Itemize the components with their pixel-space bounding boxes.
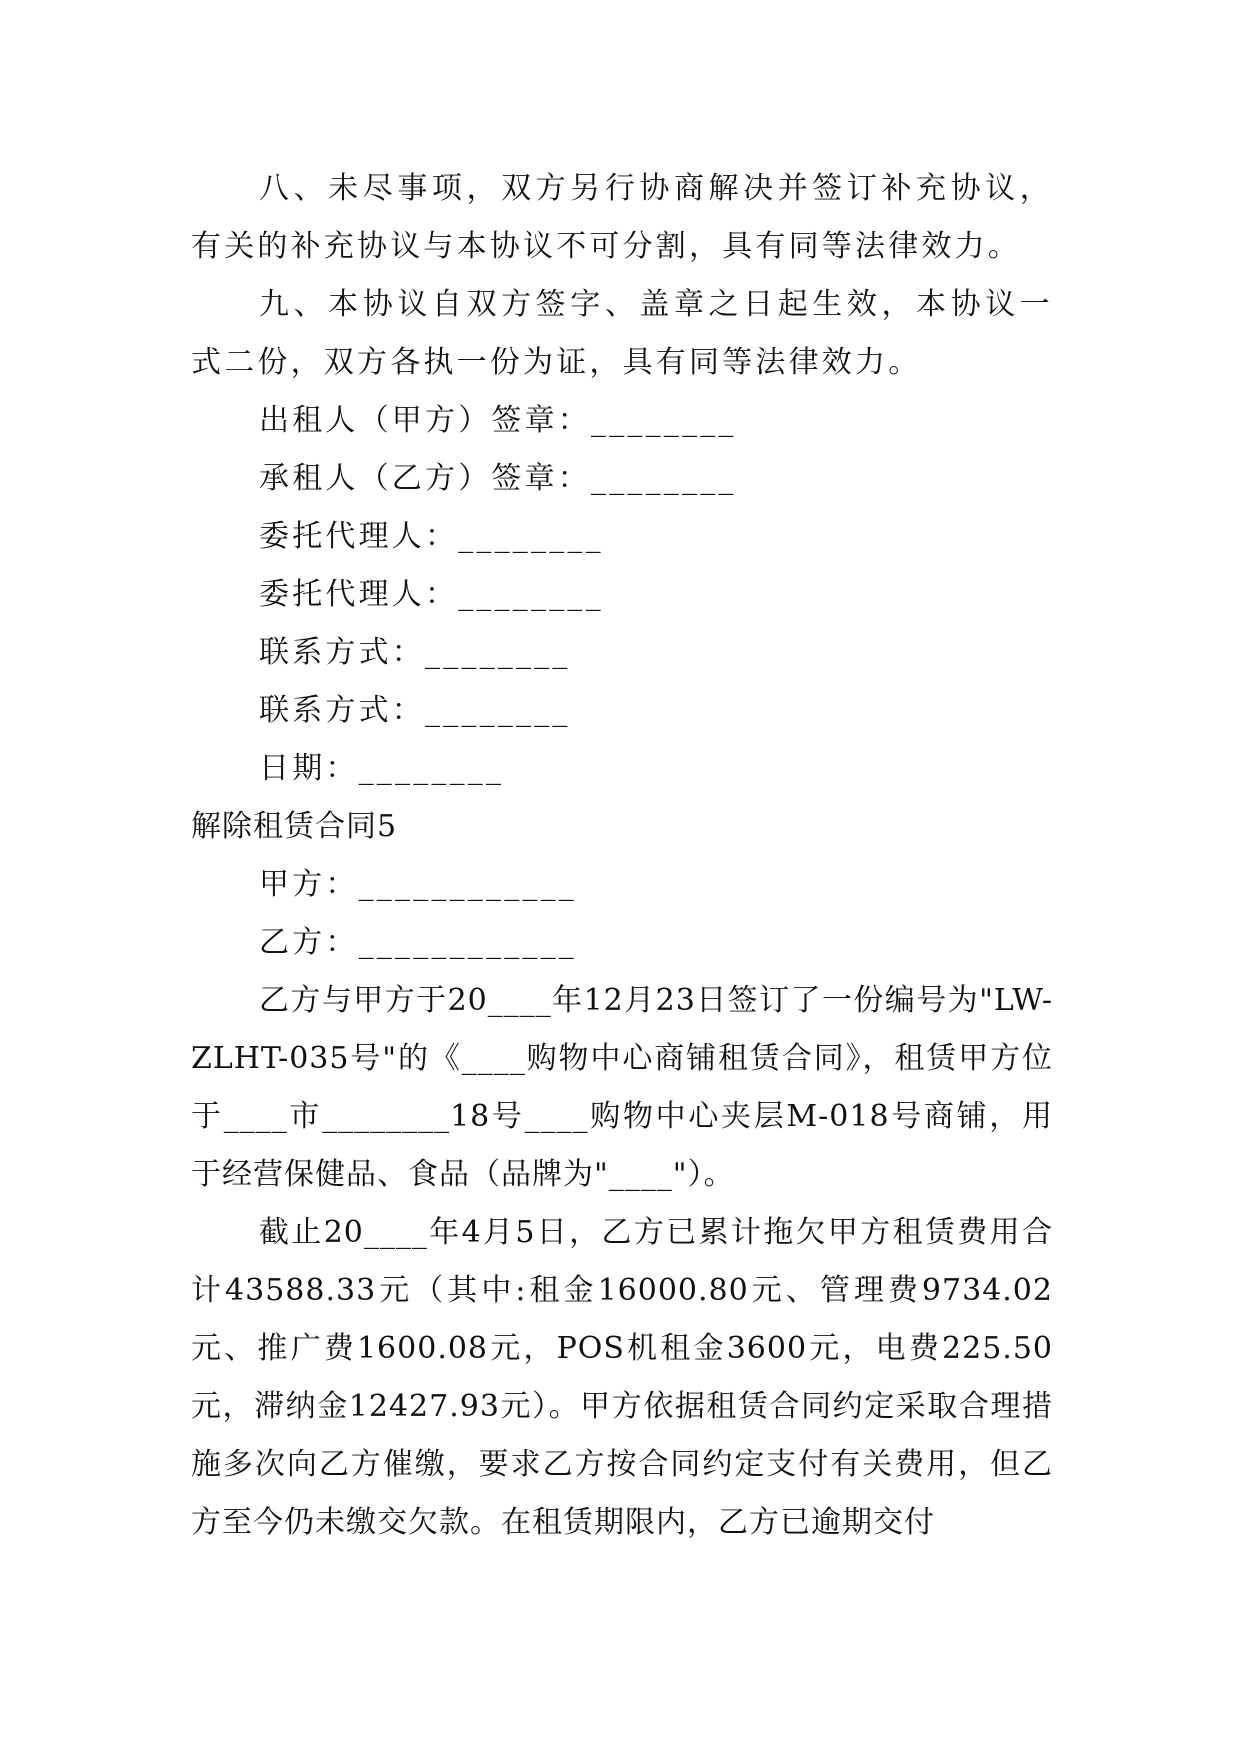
party-a-line: 甲方：____________ bbox=[259, 867, 577, 902]
agent-line-2: 委托代理人：________ bbox=[259, 577, 604, 612]
lessor-signature-line: 出租人（甲方）签章：________ bbox=[259, 403, 737, 438]
contact-line-2: 联系方式：________ bbox=[259, 693, 571, 728]
agent-line-1: 委托代理人：________ bbox=[259, 519, 604, 554]
contact-line-1: 联系方式：________ bbox=[259, 635, 571, 670]
arrears-paragraph: 截止20____年4月5日，乙方已累计拖欠甲方租赁费用合计43588.33元（其中:租金16000.80元、管理费9734.02元、推广费1600.08元，POS机租金3600元，电费225.50元，滞纳金12427.93元）。甲方依据租赁合同约定采取合理措施多次向乙方催缴，要求乙方按合同约定支付有关费用，但乙方至今仍未缴交欠款。在租赁期限内，乙方已逾期交付 bbox=[191, 1215, 1053, 1540]
document-body bbox=[191, 160, 1053, 1552]
contract-background-paragraph: 乙方与甲方于20____年12月23日签订了一份编号为"LW-ZLHT-035号"的《____购物中心商铺租赁合同》，租赁甲方位于____市________18号____购物中心夹层M-018号商铺，用于经营保健品、食品（品牌为"____"）。 bbox=[191, 983, 1053, 1192]
clause-nine: 九、本协议自双方签字、盖章之日起生效，本协议一式二份，双方各执一份为证，具有同等法律效力。 bbox=[191, 287, 1053, 380]
section-title: 解除租赁合同5 bbox=[191, 809, 398, 844]
clause-eight: 八、未尽事项，双方另行协商解决并签订补充协议，有关的补充协议与本协议不可分割，具有同等法律效力。 bbox=[191, 171, 1053, 264]
party-b-line: 乙方：____________ bbox=[259, 925, 577, 960]
date-line: 日期：________ bbox=[259, 751, 505, 786]
lessee-signature-line: 承租人（乙方）签章：________ bbox=[259, 461, 737, 496]
